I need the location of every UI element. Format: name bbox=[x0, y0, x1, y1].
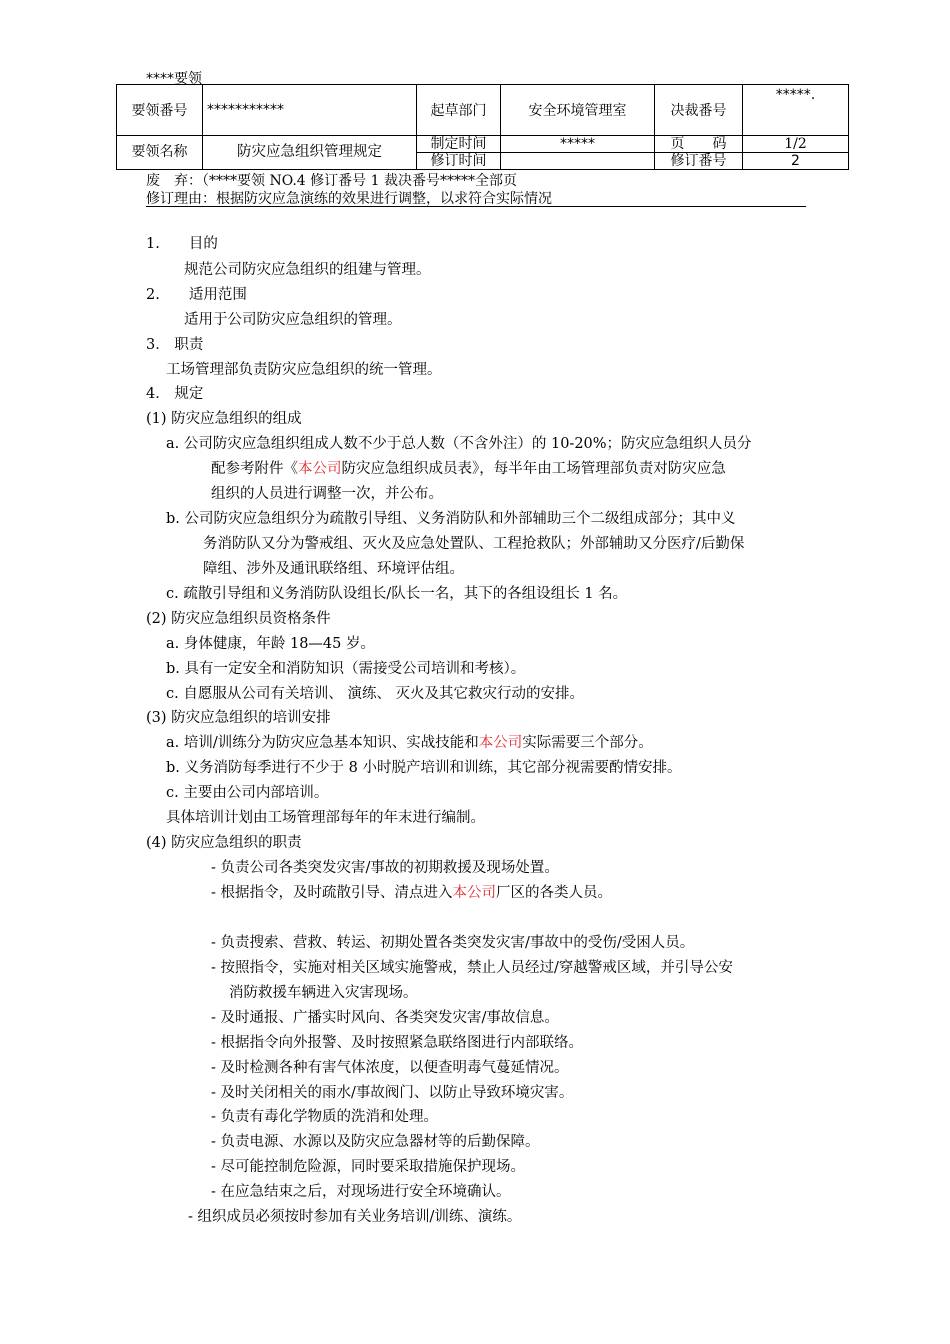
list-item-continued: 组织的人员进行调整一次，并公布。 bbox=[211, 486, 443, 502]
header-divider bbox=[146, 206, 806, 207]
paragraph-line: 工场管理部负责防灾应急组织的统一管理。 bbox=[166, 362, 442, 378]
text-fragment: 厂区的各类人员。 bbox=[496, 885, 613, 901]
subsection-heading: (1) 防灾应急组织的组成 bbox=[146, 411, 302, 427]
made-time-label: 制定时间 bbox=[417, 136, 501, 153]
subsection-heading: (4) 防灾应急组织的职责 bbox=[146, 835, 302, 851]
duty-item: - 按照指令，实施对相关区域实施警戒，禁止人员经过/穿越警戒区域，并引导公安 bbox=[211, 960, 733, 976]
list-item: b. 具有一定安全和消防知识（需接受公司培训和考核）。 bbox=[166, 661, 526, 677]
code-label: 要领番号 bbox=[117, 85, 203, 136]
list-item: a. 公司防灾应急组织组成人数不少于总人数（不含外注）的 10-20%；防灾应急组织人员分 bbox=[166, 436, 752, 452]
section-heading: 2. 适用范围 bbox=[146, 287, 247, 303]
revise-no-label: 修订番号 bbox=[655, 153, 743, 170]
list-item: a. 身体健康，年龄 18—45 岁。 bbox=[166, 636, 375, 652]
document-label: ****要领 bbox=[146, 71, 202, 87]
section-heading: 3． 职责 bbox=[146, 337, 204, 353]
section-heading: 1. 目的 bbox=[146, 236, 218, 252]
revision-reason: 修订理由：根据防灾应急演练的效果进行调整，以求符合实际情况 bbox=[146, 191, 552, 207]
list-item-continued: 务消防队又分为警戒组、灭火及应急处置队、工程抢救队；外部辅助又分医疗/后勤保 bbox=[203, 536, 745, 552]
duty-item bbox=[211, 883, 612, 903]
paragraph-line: 具体培训计划由工场管理部每年的年末进行编制。 bbox=[166, 810, 485, 826]
name-value: 防灾应急组织管理规定 bbox=[203, 136, 417, 170]
header-table bbox=[116, 84, 849, 170]
decision-no-label: 决裁番号 bbox=[655, 85, 743, 136]
code-value: *********** bbox=[203, 85, 417, 136]
list-item bbox=[166, 733, 653, 753]
revise-time-label: 修订时间 bbox=[417, 153, 501, 170]
draft-dept-value: 安全环境管理室 bbox=[501, 85, 655, 136]
text-fragment: a. 培训/训练分为防灾应急基本知识、实战技能和 bbox=[166, 735, 479, 751]
revise-no-value: 2 bbox=[743, 153, 849, 170]
list-item: b. 义务消防每季进行不少于 8 小时脱产培训和训练，其它部分视需要酌情安排。 bbox=[166, 760, 682, 776]
name-label: 要领名称 bbox=[117, 136, 203, 170]
highlight-company: 本公司 bbox=[298, 461, 342, 477]
list-item-continued: 障组、涉外及通讯联络组、环境评估组。 bbox=[203, 561, 464, 577]
subsection-heading: (2) 防灾应急组织员资格条件 bbox=[146, 611, 331, 627]
duty-item: - 尽可能控制危险源，同时要采取措施保护现场。 bbox=[211, 1159, 526, 1175]
duty-item: - 负责搜索、营救、转运、初期处置各类突发灾害/事故中的受伤/受困人员。 bbox=[211, 935, 695, 951]
decision-no-value: *****. bbox=[743, 85, 849, 136]
highlight-company: 本公司 bbox=[478, 735, 523, 751]
duty-item-continued: 消防救援车辆进入灾害现场。 bbox=[229, 985, 418, 1001]
text-fragment: 防灾应急组织成员表》，每半年由工场管理部负责对防灾应急 bbox=[341, 461, 726, 477]
duty-item: - 负责公司各类突发灾害/事故的初期救援及现场处置。 bbox=[211, 860, 559, 876]
highlight-company: 本公司 bbox=[452, 885, 497, 901]
list-item: c. 自愿服从公司有关培训、 演练、 灭火及其它救灾行动的安排。 bbox=[166, 686, 585, 702]
text-fragment: 实际需要三个部分。 bbox=[522, 735, 653, 751]
paragraph-line: 规范公司防灾应急组织的组建与管理。 bbox=[184, 262, 431, 278]
duty-item: - 及时关闭相关的雨水/事故阀门、以防止导致环境灾害。 bbox=[211, 1085, 574, 1101]
page-label: 页 码 bbox=[655, 136, 743, 153]
duty-item: - 负责电源、水源以及防灾应急器材等的后勤保障。 bbox=[211, 1134, 540, 1150]
list-item: b. 公司防灾应急组织分为疏散引导组、义务消防队和外部辅助三个二级组成部分；其中义 bbox=[166, 511, 736, 527]
text-fragment: 配参考附件《 bbox=[211, 461, 298, 477]
text-fragment: - 根据指令，及时疏散引导、清点进入 bbox=[211, 885, 453, 901]
list-item-continued bbox=[211, 459, 726, 479]
duty-item: - 组织成员必须按时参加有关业务培训/训练、演练。 bbox=[188, 1209, 522, 1225]
page-value: 1/2 bbox=[743, 136, 849, 153]
list-item: c. 疏散引导组和义务消防队设组长/队长一名，其下的各组设组长 1 名。 bbox=[166, 586, 628, 602]
paragraph-line: 适用于公司防灾应急组织的管理。 bbox=[184, 312, 402, 328]
subsection-heading: (3) 防灾应急组织的培训安排 bbox=[146, 710, 331, 726]
duty-item: - 在应急结束之后，对现场进行安全环境确认。 bbox=[211, 1184, 511, 1200]
made-time-value: ***** bbox=[501, 136, 655, 153]
duty-item: - 根据指令向外报警、及时按照紧急联络图进行内部联络。 bbox=[211, 1035, 584, 1051]
duty-item: - 负责有毒化学物质的洗消和处理。 bbox=[211, 1109, 439, 1125]
draft-dept-label: 起草部门 bbox=[417, 85, 501, 136]
list-item: c. 主要由公司内部培训。 bbox=[166, 785, 329, 801]
section-heading: 4． 规定 bbox=[146, 386, 204, 402]
duty-item: - 及时通报、广播实时风向、各类突发灾害/事故信息。 bbox=[211, 1010, 559, 1026]
duty-item: - 及时检测各种有害气体浓度，以便查明毒气蔓延情况。 bbox=[211, 1060, 569, 1076]
abolish-line: 废 弃：（****要领 NO.4 修订番号 1 裁决番号*****全部页 bbox=[146, 173, 517, 189]
revise-time-value bbox=[501, 153, 655, 170]
